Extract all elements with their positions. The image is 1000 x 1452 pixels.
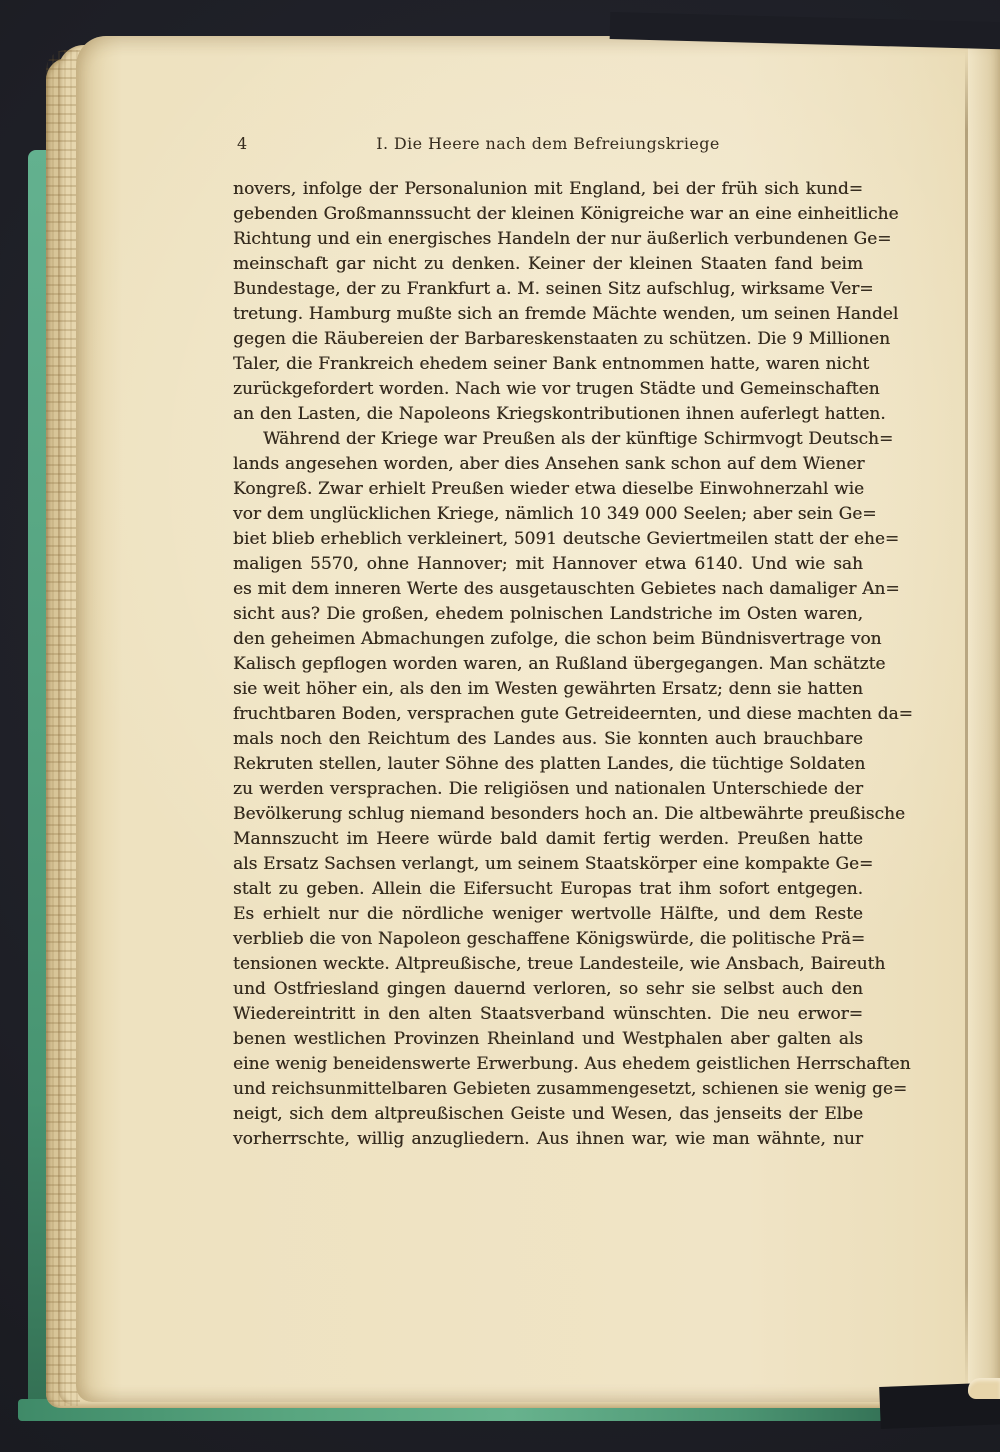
page-number: 4 [237,134,248,153]
text-line: Richtung und ein energisches Handeln der nur äußerlich verbundenen Ge= [233,229,892,249]
deckled-page-edges [46,50,80,1406]
text-line: biet blieb erheblich verkleinert, 5091 deutsche Geviertmeilen statt der ehe= [233,529,900,549]
text-line: an den Lasten, die Napoleons Kriegskontributionen ihnen auferlegt hatten. [233,404,886,424]
gutter-crease-line [965,50,968,1390]
text-line: tensionen weckte. Altpreußische, treue Landesteile, wie Ansbach, Baireuth [233,954,886,974]
text-line: verblieb die von Napoleon geschaffene Königswürde, die politische Prä= [233,929,866,949]
text-line: Wiedereintritt in den alten Staatsverband wünschten. Die neu erwor= [233,1004,863,1024]
text-line: novers, infolge der Personalunion mit England, bei der früh sich kund= [233,179,863,199]
text-line: benen westlichen Provinzen Rheinland und Westphalen aber galten als [233,1029,863,1049]
text-line: gebenden Großmannssucht der kleinen Königreiche war an eine einheitliche [233,204,899,224]
text-line: Rekruten stellen, lauter Söhne des platten Landes, die tüchtige Soldaten [233,754,866,774]
text-line: Während der Kriege war Preußen als der künftige Schirmvogt Deutsch= [263,429,894,449]
text-line: Taler, die Frankreich ehedem seiner Bank entnommen hatte, waren nicht [233,354,870,374]
text-line: zu werden versprachen. Die religiösen und nationalen Unterschiede der [233,779,863,799]
text-line: mals noch den Reichtum des Landes aus. Sie konnten auch brauchbare [233,729,863,749]
facing-page-corner [968,1378,1000,1399]
running-head [233,134,863,156]
text-line: es mit dem inneren Werte des ausgetauschten Gebietes nach damaliger An= [233,579,900,599]
chapter-running-title: I. Die Heere nach dem Befreiungskriege [376,134,720,153]
text-line: Es erhielt nur die nördliche weniger wertvolle Hälfte, und dem Reste [233,904,863,924]
text-line: vor dem unglücklichen Kriege, nämlich 10 349 000 Seelen; aber sein Ge= [233,504,877,524]
text-line: Bundestage, der zu Frankfurt a. M. seinen Sitz aufschlug, wirksame Ver= [233,279,874,299]
text-line: neigt, sich dem altpreußischen Geiste und Wesen, das jenseits der Elbe [233,1104,863,1124]
text-line: sie weit höher ein, als den im Westen gewährten Ersatz; denn sie hatten [233,679,863,699]
text-line: tretung. Hamburg mußte sich an fremde Mächte wenden, um seinen Handel [233,304,899,324]
text-line: sicht aus? Die großen, ehedem polnischen Landstriche im Osten waren, [233,604,863,624]
text-line: eine wenig beneidenswerte Erwerbung. Aus ehedem geistlichen Herrschaften [233,1054,911,1074]
text-line: stalt zu geben. Allein die Eifersucht Europas trat ihm sofort entgegen. [233,879,863,899]
text-line: Kongreß. Zwar erhielt Preußen wieder etwa dieselbe Einwohnerzahl wie [233,479,865,499]
book-page [76,36,1000,1402]
text-line: vorherrschte, willig anzugliedern. Aus ihnen war, wie man wähnte, nur [233,1129,863,1149]
text-line: Mannszucht im Heere würde bald damit fertig werden. Preußen hatte [233,829,863,849]
text-line: und reichsunmittelbaren Gebieten zusammengesetzt, schienen sie wenig ge= [233,1079,908,1099]
text-line: zurückgefordert worden. Nach wie vor trugen Städte und Gemeinschaften [233,379,880,399]
text-line: gegen die Räubereien der Barbareskenstaaten zu schützen. Die 9 Millionen [233,329,891,349]
text-line: lands angesehen worden, aber dies Ansehen sank schon auf dem Wiener [233,454,865,474]
text-line: und Ostfriesland gingen dauernd verloren, so sehr sie selbst auch den [233,979,863,999]
text-line: maligen 5570, ohne Hannover; mit Hannover etwa 6140. Und wie sah [233,554,863,574]
body-text [233,177,913,1152]
text-line: Kalisch gepflogen worden waren, an Rußland übergegangen. Man schätzte [233,654,886,674]
text-line: fruchtbaren Boden, versprachen gute Getreideernten, und diese machten da= [233,704,913,724]
text-line: als Ersatz Sachsen verlangt, um seinem Staatskörper eine kompakte Ge= [233,854,874,874]
text-line: Bevölkerung schlug niemand besonders hoch an. Die altbewährte preußische [233,804,906,824]
spine-gutter-shading [968,36,1000,1402]
text-line: den geheimen Abmachungen zufolge, die schon beim Bündnisvertrage von [233,629,882,649]
text-line: meinschaft gar nicht zu denken. Keiner der kleinen Staaten fand beim [233,254,863,274]
